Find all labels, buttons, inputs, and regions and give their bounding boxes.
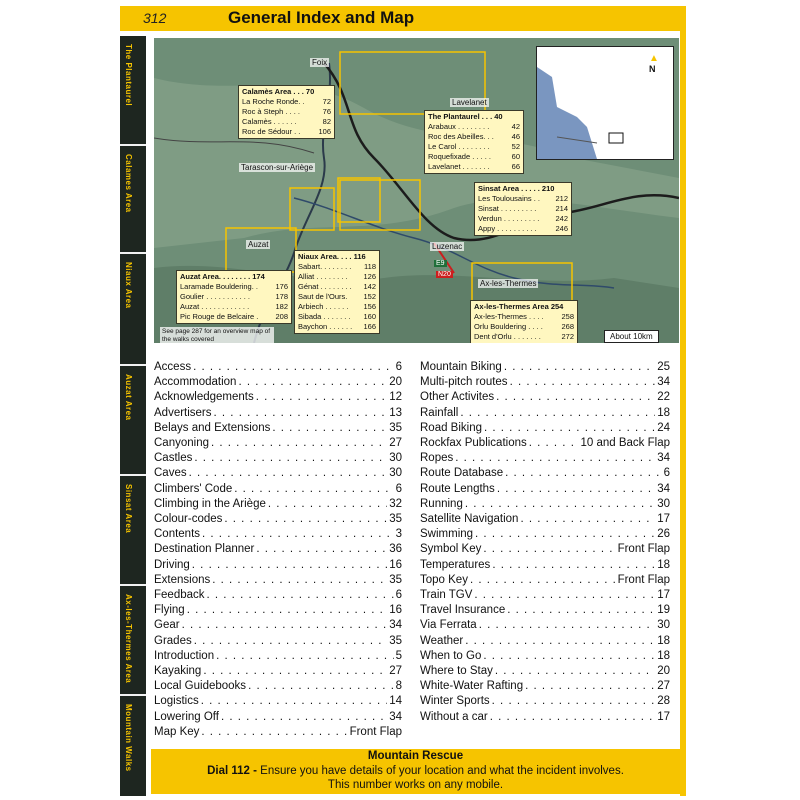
leader-dots	[192, 558, 387, 573]
tab-calames[interactable]: Calames Area	[120, 146, 146, 254]
index-term: Lowering Off	[154, 710, 219, 723]
leader-dots	[490, 710, 655, 725]
index-entry[interactable]	[154, 421, 402, 436]
tab-ax-les-thermes[interactable]: Ax-les-Thermes Area	[120, 586, 146, 696]
road-n20-badge: N20	[438, 271, 451, 278]
area-item: Sabart. . . . . . . . 118	[298, 262, 376, 271]
index-entry[interactable]	[154, 406, 402, 421]
index-entry[interactable]	[154, 694, 402, 709]
index-page: Front Flap	[349, 725, 402, 738]
leader-dots	[216, 649, 393, 664]
area-item: Sibada . . . . . . . 160	[298, 312, 376, 321]
town-lavelanet: Lavelanet	[452, 98, 487, 107]
index-entry[interactable]	[154, 573, 402, 588]
area-item: Ax-les-Thermes . . . . 258	[474, 312, 574, 321]
index-page: 20	[657, 665, 670, 678]
index-term: Acknowledgements	[154, 391, 254, 404]
index-page: 26	[657, 528, 670, 541]
index-term: Travel Insurance	[420, 604, 506, 617]
index-term: Running	[420, 497, 463, 510]
leader-dots	[234, 482, 393, 497]
index-entry[interactable]	[420, 436, 670, 451]
index-term: Swimming	[420, 528, 474, 541]
area-item: Lavelanet . . . . . . . 66	[428, 162, 520, 171]
leader-dots	[194, 451, 387, 466]
area-box-niaux[interactable]: Niaux Area. . . . 116 Sabart. . . . . . . . 118 Alliat . . . . . . . . 126 Génat . . . . . . . . 142 Saut de l'Ours. 152 Arbiech . . . . . . 156 Sibada . . . . . . . 160 Baychon . . . . . . 166	[294, 250, 380, 334]
area-item: Laramade Bouldering. . 176	[180, 282, 288, 291]
leader-dots	[496, 390, 655, 405]
area-item: Arbiech . . . . . . 156	[298, 302, 376, 311]
leader-dots	[256, 542, 387, 557]
index-term: Contents	[154, 528, 201, 541]
index-term: Train TGV	[420, 589, 473, 602]
leader-dots	[224, 512, 387, 527]
area-item: Baychon . . . . . . 166	[298, 322, 376, 331]
index-entry[interactable]	[420, 588, 670, 603]
area-item: Saut de l'Ours. 152	[298, 292, 376, 301]
overview-map	[154, 38, 679, 343]
index-entry[interactable]	[154, 603, 402, 618]
index-page: 6	[395, 589, 402, 602]
index-page: 18	[657, 406, 670, 419]
leader-dots	[187, 603, 388, 618]
leader-dots	[189, 466, 388, 481]
leader-dots	[211, 436, 387, 451]
inset-locator-map	[536, 46, 674, 160]
index-entry[interactable]	[420, 603, 670, 618]
index-term: Accommodation	[154, 376, 237, 389]
index-page: 30	[657, 497, 670, 510]
index-column-left	[154, 360, 402, 740]
index-entry[interactable]	[420, 421, 670, 436]
index-page: 8	[395, 680, 402, 693]
leader-dots	[214, 406, 388, 421]
index-page: 27	[389, 437, 402, 450]
area-box-auzat[interactable]: Auzat Area. . . . . . . . 174 Laramade Bouldering. . 176 Goulier . . . . . . . . . . . 178 Auzat . . . . . . . . . . . . 182 Pic Rouge de Belcaire . 208	[176, 270, 292, 324]
index-page: 35	[389, 634, 402, 647]
index-term: Access	[154, 361, 192, 373]
tab-sinsat[interactable]: Sinsat Area	[120, 476, 146, 586]
index-entry[interactable]	[420, 512, 670, 527]
leader-dots	[201, 725, 347, 740]
leader-dots	[201, 694, 387, 709]
index-page: 17	[657, 710, 670, 723]
compass-icon: ▲ N	[649, 53, 659, 74]
index-term: Topo Key	[420, 573, 468, 586]
index-page: Front Flap	[617, 543, 670, 556]
leader-dots	[455, 451, 655, 466]
index-term: Route Lengths	[420, 482, 495, 495]
index-page: 18	[657, 558, 670, 571]
area-item: Pic Rouge de Belcaire . 208	[180, 312, 288, 321]
tab-plantaurel[interactable]: The Plantaurel	[120, 36, 146, 146]
index-term: Winter Sports	[420, 695, 490, 708]
index-entry[interactable]	[154, 512, 402, 527]
town-ax-les-thermes: Ax-les-Thermes	[480, 279, 537, 288]
area-box-calames[interactable]: Calamès Area . . . 70 La Roche Ronde. . 72 Roc à Steph . . . . 76 Calamès . . . . . . 82 Roc de Sédour . . 106	[238, 85, 335, 139]
index-entry[interactable]	[154, 618, 402, 633]
leader-dots	[221, 710, 387, 725]
index-term: Gear	[154, 619, 180, 632]
area-item: Orlu Bouldering . . . . 268	[474, 322, 574, 331]
index-entry[interactable]	[420, 618, 670, 633]
leader-dots	[182, 618, 388, 633]
area-item: Arabaux . . . . . . . . 42	[428, 122, 520, 131]
town-auzat: Auzat	[248, 240, 269, 249]
index-entry[interactable]	[420, 527, 670, 542]
index-entry[interactable]	[420, 360, 670, 375]
index-page: 35	[389, 513, 402, 526]
index-term: Caves	[154, 467, 187, 480]
index-page: 34	[389, 619, 402, 632]
rescue-line-1: Dial 112 - Ensure you have details of your location and what the incident involves.	[207, 764, 624, 777]
leader-dots	[529, 436, 579, 451]
index-entry[interactable]	[420, 573, 670, 588]
leader-dots	[504, 360, 655, 375]
area-item: Dent d'Orlu . . . . . . . 272	[474, 332, 574, 341]
index-page: 30	[657, 619, 670, 632]
tab-auzat[interactable]: Auzat Area	[120, 366, 146, 476]
index-term: Map Key	[154, 725, 200, 738]
index-page: 17	[657, 513, 670, 526]
index-page: 34	[657, 482, 670, 495]
area-box-sinsat[interactable]: Sinsat Area . . . . . 210 Les Toulousains . . 212 Sinsat . . . . . . . . . 214 Verdun . . . . . . . . . 242 Appy . . . . . . . . . . 246	[474, 182, 572, 236]
leader-dots	[483, 649, 655, 664]
leader-dots	[207, 588, 394, 603]
leader-dots	[505, 466, 661, 481]
index-page: 16	[389, 604, 402, 617]
area-item: Roc des Abeilles. . . 46	[428, 132, 520, 141]
road-e9-badge: E9	[436, 260, 445, 267]
index-page: 34	[389, 710, 402, 723]
index-term: Local Guidebooks	[154, 680, 247, 693]
area-box-plantaurel[interactable]: The Plantaurel . . . 40 Arabaux . . . . . . . . 42 Roc des Abeilles. . . 46 Le Carol . . . . . . . . 52 Roquefixade . . . . . 60 Lavelanet . . . . . . . 66	[424, 110, 524, 174]
leader-dots	[465, 634, 655, 649]
area-item: Les Toulousains . . 212	[478, 194, 568, 203]
index-term: Other Activites	[420, 391, 495, 404]
index-term: Castles	[154, 452, 193, 465]
index-entry[interactable]	[154, 649, 402, 664]
index-term: Where to Stay	[420, 665, 493, 678]
index-page: 6	[395, 361, 402, 373]
index-term: Multi-pitch routes	[420, 376, 508, 389]
index-page: 19	[657, 604, 670, 617]
index-term: Climbers' Code	[154, 482, 233, 495]
town-luzenac: Luzenac	[432, 242, 463, 251]
index-page: 5	[395, 649, 402, 662]
leader-dots	[193, 360, 394, 375]
index-term: When to Go	[420, 649, 482, 662]
index-page: 14	[389, 695, 402, 708]
area-item: Alliat . . . . . . . . 126	[298, 272, 376, 281]
index-page: 16	[389, 558, 402, 571]
index-entry[interactable]	[420, 390, 670, 405]
index-term: Colour-codes	[154, 513, 223, 526]
index-term: Destination Planner	[154, 543, 255, 556]
tab-mountain-walks[interactable]: Mountain Walks	[124, 704, 133, 772]
index-entry[interactable]	[154, 497, 402, 512]
rescue-line-2: This number works on any mobile.	[327, 779, 504, 791]
index-term: Mountain Biking	[420, 361, 502, 373]
leader-dots	[470, 573, 616, 588]
index-term: Driving	[154, 558, 190, 571]
area-item: Goulier . . . . . . . . . . . 178	[180, 292, 288, 301]
index-term: Grades	[154, 634, 192, 647]
leader-dots	[510, 375, 656, 390]
index-page: 35	[389, 421, 402, 434]
index-entry[interactable]	[420, 679, 670, 694]
index-term: Flying	[154, 604, 185, 617]
index-term: Via Ferrata	[420, 619, 477, 632]
index-term: Without a car	[420, 710, 488, 723]
leader-dots	[492, 694, 656, 709]
index-page: 27	[657, 680, 670, 693]
index-term: Symbol Key	[420, 543, 482, 556]
index-entry[interactable]	[420, 482, 670, 497]
index-entry[interactable]	[154, 542, 402, 557]
index-entry[interactable]	[154, 375, 402, 390]
area-item: Calamès . . . . . . 82	[242, 117, 331, 126]
index-page: 18	[657, 649, 670, 662]
index-term: Belays and Extensions	[154, 421, 271, 434]
index-entry[interactable]	[420, 375, 670, 390]
index-page: 6	[395, 482, 402, 495]
index-page: 27	[389, 665, 402, 678]
index-term: Climbing in the Ariège	[154, 497, 266, 510]
mountain-rescue-box	[151, 749, 680, 794]
index-page: 24	[657, 421, 670, 434]
area-item: La Roche Ronde. . 72	[242, 97, 331, 106]
index-entry[interactable]	[154, 390, 402, 405]
index-term: Extensions	[154, 573, 211, 586]
area-item: Sinsat . . . . . . . . . 214	[478, 204, 568, 213]
map-note: See page 287 for an overview map of the walks covered	[160, 327, 274, 343]
area-box-ax-les-thermes[interactable]: Ax-les-Thermes Area 254 Ax-les-Thermes . . . . 258 Orlu Bouldering . . . . 268 Dent d'Orlu . . . . . . . 272	[470, 300, 578, 343]
index-entry[interactable]	[420, 406, 670, 421]
page-title: General Index and Map	[228, 8, 415, 27]
index-page: 25	[657, 361, 670, 373]
area-item: Roquefixade . . . . . 60	[428, 152, 520, 161]
leader-dots	[507, 603, 655, 618]
area-item: Roc à Steph . . . . 76	[242, 107, 331, 116]
index-entry[interactable]	[154, 588, 402, 603]
index-entry[interactable]	[154, 451, 402, 466]
index-page: 22	[657, 391, 670, 404]
index-page: 35	[389, 573, 402, 586]
index-page: 20	[389, 376, 402, 389]
index-column-right	[420, 360, 670, 725]
leader-dots	[248, 679, 394, 694]
index-term: Advertisers	[154, 406, 212, 419]
leader-dots	[492, 558, 655, 573]
index-term: Road Biking	[420, 421, 483, 434]
index-term: White-Water Rafting	[420, 680, 524, 693]
index-term: Satellite Navigation	[420, 513, 519, 526]
index-entry[interactable]	[420, 497, 670, 512]
leader-dots	[194, 634, 387, 649]
index-entry[interactable]	[154, 558, 402, 573]
index-term: Introduction	[154, 649, 215, 662]
index-page: 12	[389, 391, 402, 404]
area-item: Auzat . . . . . . . . . . . . 182	[180, 302, 288, 311]
leader-dots	[495, 664, 655, 679]
leader-dots	[465, 497, 655, 512]
page-number: 312	[143, 10, 167, 26]
index-entry[interactable]	[420, 694, 670, 709]
leader-dots	[474, 588, 655, 603]
leader-dots	[238, 375, 387, 390]
leader-dots	[212, 573, 387, 588]
index-page: 36	[389, 543, 402, 556]
index-term: Temperatures	[420, 558, 491, 571]
leader-dots	[203, 664, 387, 679]
index-page: 6	[663, 467, 670, 480]
index-page: 30	[389, 467, 402, 480]
index-entry[interactable]	[154, 360, 402, 375]
area-item: Génat . . . . . . . . 142	[298, 282, 376, 291]
index-entry[interactable]	[154, 527, 402, 542]
area-item: Le Carol . . . . . . . . 52	[428, 142, 520, 151]
leader-dots	[483, 542, 615, 557]
index-entry[interactable]	[154, 634, 402, 649]
index-page: 3	[395, 528, 402, 541]
index-entry[interactable]	[420, 451, 670, 466]
index-page: 13	[389, 406, 402, 419]
leader-dots	[475, 527, 655, 542]
index-entry[interactable]	[154, 725, 402, 740]
index-page: 30	[389, 452, 402, 465]
index-entry[interactable]	[154, 664, 402, 679]
right-edge-bar	[680, 6, 686, 796]
index-entry[interactable]	[154, 436, 402, 451]
index-entry[interactable]	[420, 466, 670, 481]
index-term: Feedback	[154, 589, 205, 602]
index-term: Weather	[420, 634, 464, 647]
side-tabs	[120, 36, 146, 796]
index-entry[interactable]	[154, 710, 402, 725]
index-page: 34	[657, 376, 670, 389]
index-term: Ropes	[420, 452, 454, 465]
index-entry[interactable]	[420, 649, 670, 664]
town-foix: Foix	[312, 58, 328, 67]
map-scale: About 10km	[604, 330, 659, 343]
index-page: 32	[389, 497, 402, 510]
index-term: Kayaking	[154, 665, 202, 678]
leader-dots	[484, 421, 655, 436]
leader-dots	[272, 421, 387, 436]
leader-dots	[479, 618, 656, 633]
index-term: Route Database	[420, 467, 504, 480]
index-term: Rockfax Publications	[420, 437, 527, 450]
rescue-title: Mountain Rescue	[367, 750, 464, 762]
index-entry[interactable]	[420, 542, 670, 557]
index-entry[interactable]	[154, 466, 402, 481]
area-item: Appy . . . . . . . . . . 246	[478, 224, 568, 233]
index-term: Rainfall	[420, 406, 459, 419]
area-item: Roc de Sédour . . 106	[242, 127, 331, 136]
leader-dots	[520, 512, 655, 527]
leader-dots	[497, 482, 655, 497]
leader-dots	[202, 527, 394, 542]
leader-dots	[525, 679, 655, 694]
leader-dots	[460, 406, 655, 421]
leader-dots	[256, 390, 387, 405]
index-entry[interactable]	[420, 664, 670, 679]
index-page: 34	[657, 452, 670, 465]
index-term: Logistics	[154, 695, 199, 708]
index-page: 18	[657, 634, 670, 647]
index-entry[interactable]	[154, 679, 402, 694]
town-tarascon: Tarascon-sur-Ariège	[241, 163, 314, 172]
tab-niaux[interactable]: Niaux Area	[120, 254, 146, 366]
leader-dots	[268, 497, 387, 512]
index-entry[interactable]	[154, 482, 402, 497]
index-entry[interactable]	[420, 634, 670, 649]
index-page: 17	[657, 589, 670, 602]
area-item: Verdun . . . . . . . . . 242	[478, 214, 568, 223]
index-page: 28	[657, 695, 670, 708]
index-page: Front Flap	[617, 573, 670, 586]
index-page: 10 and Back Flap	[580, 437, 670, 450]
index-term: Canyoning	[154, 437, 209, 450]
index-entry[interactable]	[420, 558, 670, 573]
index-entry[interactable]	[420, 710, 670, 725]
